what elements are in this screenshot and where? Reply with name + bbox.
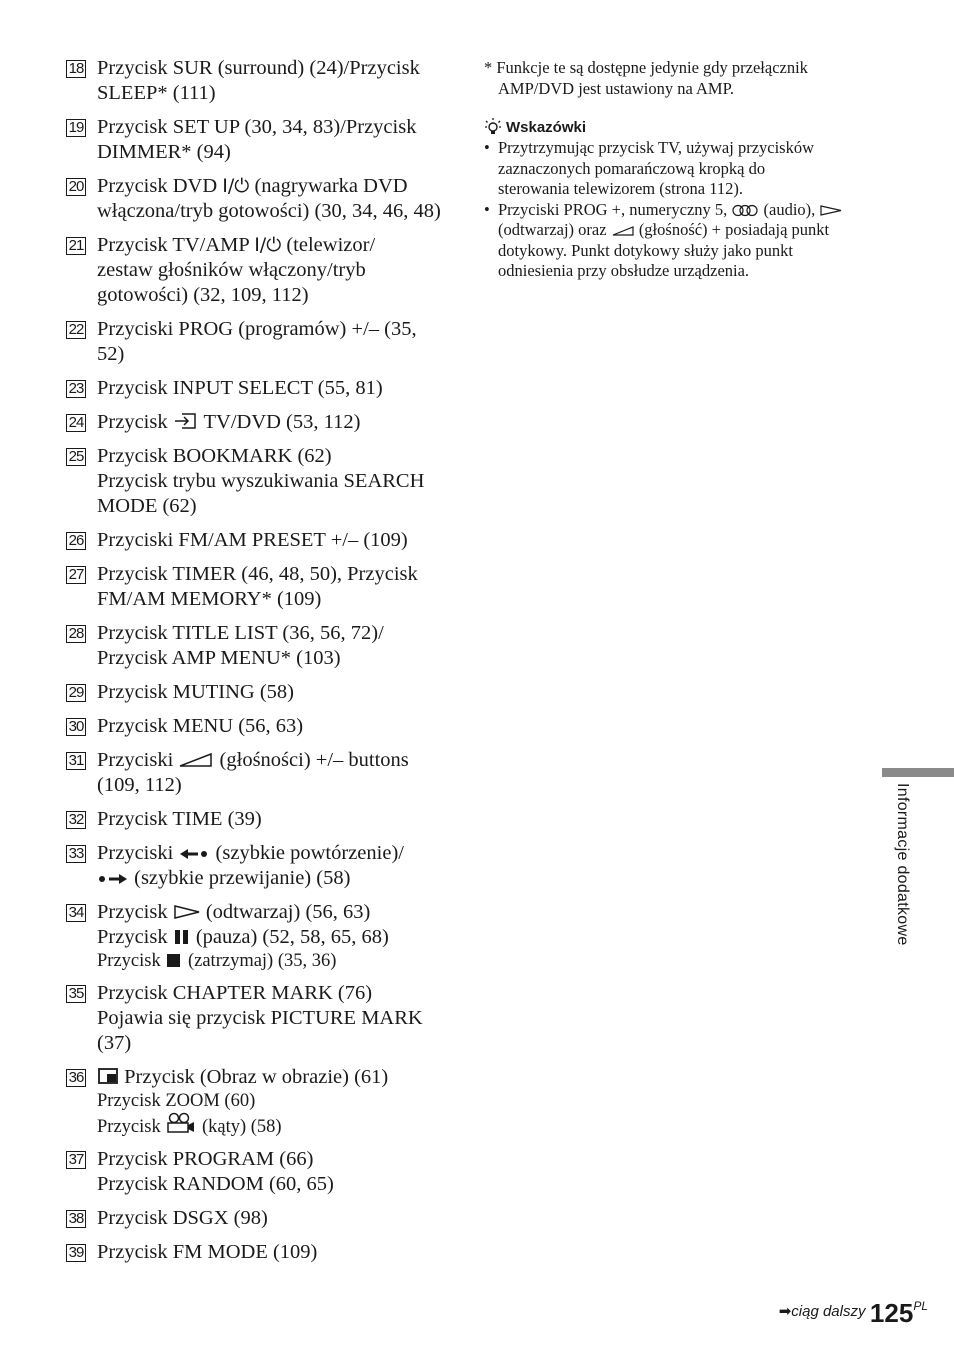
volume-icon (178, 752, 214, 768)
audio-icon (731, 204, 759, 217)
list-item (66, 410, 456, 435)
item-text: Przycisk (97, 411, 173, 433)
list-item (66, 233, 456, 308)
list-item (66, 528, 456, 553)
list-item (66, 841, 456, 891)
item-number: 24 (66, 414, 86, 432)
tip-text: Przyciski PROG +, numeryczny 5, (498, 199, 732, 219)
list-item (66, 807, 456, 832)
tip-text: odniesienia przy obsłudze urządzenia. (498, 261, 750, 280)
list-item (66, 174, 456, 224)
item-text: SLEEP* (111) (97, 82, 216, 104)
angle-camera-icon (165, 1112, 197, 1134)
language-code: PL (913, 1299, 928, 1313)
tip-text: zaznaczonych pomarańczową kropką do (498, 158, 766, 178)
item-text: Przycisk TITLE LIST (36, 56, 72)/ (97, 622, 384, 644)
list-item (66, 56, 456, 106)
item-text: Przycisk ZOOM (60) (97, 1091, 256, 1111)
footnote-text: * Funkcje te są dostępne jedynie gdy przełącznik (484, 58, 808, 77)
list-item (66, 714, 456, 739)
tip-item (484, 138, 869, 200)
instant-replay-icon (178, 847, 210, 861)
list-item (66, 680, 456, 705)
item-number: 34 (66, 904, 86, 922)
page-footer (779, 1298, 928, 1329)
item-text: Przycisk DSGX (98) (97, 1207, 268, 1229)
play-icon (819, 204, 843, 217)
item-text: TV/DVD (53, 112) (198, 411, 361, 433)
item-text: Przycisk (Obraz w obrazie) (61) (119, 1066, 389, 1088)
pause-icon (173, 929, 191, 945)
item-number: 18 (66, 60, 86, 78)
notes-column (484, 58, 869, 282)
item-text: Przyciski (97, 842, 179, 864)
item-text: Przycisk SUR (surround) (24)/Przycisk (97, 57, 420, 79)
item-text: Przycisk MENU (56, 63) (97, 715, 304, 737)
item-number: 23 (66, 380, 86, 398)
button-list (66, 56, 456, 1274)
item-text: Przycisk CHAPTER MARK (76) (97, 982, 373, 1004)
item-text: (zatrzymaj) (35, 36) (183, 951, 337, 971)
item-text: Przycisk PROGRAM (66) (97, 1148, 314, 1170)
footnote-text: AMP/DVD jest ustawiony na AMP. (498, 78, 735, 98)
bullet: • (484, 199, 490, 219)
list-item (66, 1147, 456, 1197)
item-number: 37 (66, 1151, 86, 1169)
page-number: 125 (869, 1298, 914, 1328)
item-number: 20 (66, 178, 86, 196)
item-text: Pojawia się przycisk PICTURE MARK (97, 1007, 423, 1029)
section-label: Informacje dodatkowe (894, 783, 911, 946)
item-text: Przycisk (97, 951, 166, 971)
item-text: włączona/tryb gotowości) (30, 34, 46, 48) (97, 200, 441, 222)
item-text: Przyciski (97, 749, 179, 771)
power-icon: I/⏻ (254, 234, 282, 256)
list-item (66, 981, 456, 1056)
item-number: 35 (66, 985, 86, 1003)
item-text: Przycisk MUTING (58) (97, 681, 294, 703)
tip-text: sterowania telewizorem (strona 112). (498, 179, 743, 198)
item-text: (głośności) +/– buttons (214, 749, 409, 771)
item-text: Przycisk (97, 1117, 166, 1137)
item-text: Przycisk DVD (97, 175, 223, 197)
item-text: Przycisk TIME (39) (97, 808, 262, 830)
footnote (484, 58, 869, 99)
arrow-right-icon: ➡ (778, 1303, 792, 1320)
volume-icon (611, 225, 635, 237)
item-text: (szybkie powtórzenie)/ (210, 842, 404, 864)
tip-item (484, 200, 869, 282)
item-text: Przyciski FM/AM PRESET +/– (109) (97, 529, 408, 551)
tip-text: Przytrzymując przycisk TV, używaj przycisków (498, 138, 815, 157)
input-select-icon (173, 412, 199, 430)
bullet: • (484, 138, 490, 157)
continued-label: ciąg dalszy (791, 1303, 866, 1320)
item-text: (109, 112) (97, 774, 182, 796)
item-text: (szybkie przewijanie) (58) (129, 867, 351, 889)
item-text: Przycisk TIMER (46, 48, 50), Przycisk (97, 563, 418, 585)
item-number: 29 (66, 684, 86, 702)
item-number: 27 (66, 566, 86, 584)
list-item (66, 562, 456, 612)
item-number: 30 (66, 718, 86, 736)
item-number: 36 (66, 1069, 86, 1087)
stop-icon (165, 953, 183, 968)
instant-advance-icon (97, 872, 129, 886)
item-number: 26 (66, 532, 86, 550)
tip-text: (audio), (759, 199, 820, 219)
list-item (66, 621, 456, 671)
item-text: Przycisk (97, 926, 173, 948)
item-text: (pauza) (52, 58, 65, 68) (190, 926, 389, 948)
item-text: Przycisk (97, 901, 173, 923)
item-number: 33 (66, 845, 86, 863)
item-number: 38 (66, 1210, 86, 1228)
item-number: 39 (66, 1244, 86, 1262)
list-item (66, 317, 456, 367)
item-number: 32 (66, 811, 86, 829)
item-text: (kąty) (58) (197, 1117, 282, 1137)
list-item (66, 376, 456, 401)
tip-text: (głośność) + posiadają punkt (634, 220, 830, 239)
item-number: 28 (66, 625, 86, 643)
item-text: (odtwarzaj) (56, 63) (200, 901, 371, 923)
lightbulb-icon (484, 117, 502, 135)
list-item (66, 444, 456, 519)
list-item (66, 900, 456, 972)
tips-heading (484, 117, 869, 138)
item-text: (telewizor/ (281, 234, 376, 256)
power-icon: I/⏻ (222, 175, 250, 197)
item-number: 22 (66, 321, 86, 339)
list-item (66, 1065, 456, 1138)
picture-in-picture-icon (97, 1067, 119, 1085)
item-text: Przycisk trybu wyszukiwania SEARCH (97, 470, 425, 492)
list-item (66, 748, 456, 798)
item-number: 31 (66, 752, 86, 770)
list-item (66, 1240, 456, 1265)
list-item (66, 115, 456, 165)
item-text: Przycisk SET UP (30, 34, 83)/Przycisk (97, 116, 417, 138)
item-number: 19 (66, 119, 86, 137)
item-text: Przycisk TV/AMP (97, 234, 255, 256)
item-text: gotowości) (32, 109, 112) (97, 284, 309, 306)
item-number: 25 (66, 448, 86, 466)
item-text: MODE (62) (97, 495, 197, 517)
play-icon (173, 904, 201, 920)
item-text: FM/AM MEMORY* (109) (97, 588, 322, 610)
item-text: DIMMER* (94) (97, 141, 231, 163)
item-text: Przyciski PROG (programów) +/– (35, (97, 318, 417, 340)
item-text: Przycisk RANDOM (60, 65) (97, 1173, 334, 1195)
item-text: Przycisk FM MODE (109) (97, 1241, 318, 1263)
item-text: Przycisk INPUT SELECT (55, 81) (97, 377, 383, 399)
item-text: 52) (97, 343, 125, 365)
item-text: (37) (97, 1032, 132, 1054)
item-text: zestaw głośników włączony/tryb (97, 259, 366, 281)
item-text: Przycisk AMP MENU* (103) (97, 647, 341, 669)
list-item (66, 1206, 456, 1231)
section-tab-bar (882, 768, 954, 777)
tip-text: (odtwarzaj) oraz (498, 220, 611, 239)
item-text: Przycisk BOOKMARK (62) (97, 445, 332, 467)
item-text: (nagrywarka DVD (249, 175, 408, 197)
item-number: 21 (66, 237, 86, 255)
tips-heading-text: Wskazówki (506, 119, 587, 136)
tip-text: dotykowy. Punkt dotykowy służy jako punkt (498, 240, 794, 260)
